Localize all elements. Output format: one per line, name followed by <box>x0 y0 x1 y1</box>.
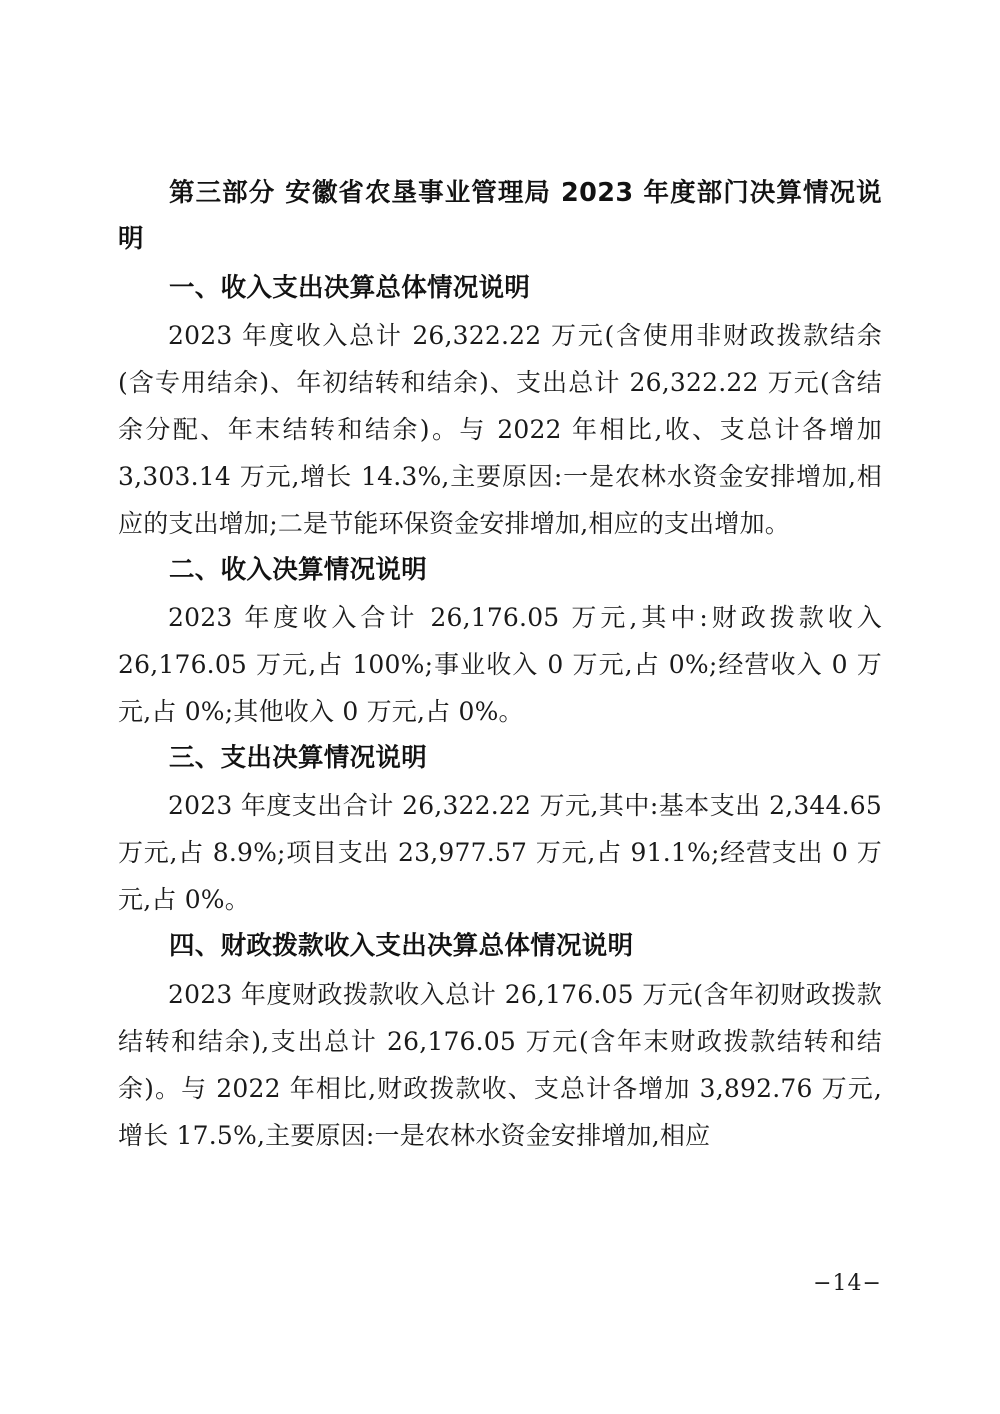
section-paragraph-3-1: 2023 年度支出合计 26,322.22 万元,其中:基本支出 2,344.65 万元,占 8.9%;项目支出 23,977.57 万元,占 91.1%;经营支出 0 万元,占 0%。 <box>118 791 882 915</box>
section-heading-2: 二、收入决算情况说明 <box>169 554 428 585</box>
section-heading-4: 四、财政拨款收入支出决算总体情况说明 <box>169 931 634 962</box>
page-title: 第三部分 安徽省农垦事业管理局 2023 年度部门决算情况说明 <box>118 178 882 255</box>
page-number: −14− <box>813 1271 882 1296</box>
section-heading-3: 三、支出决算情况说明 <box>169 743 428 774</box>
section-paragraph-2-1: 2023 年度收入合计 26,176.05 万元,其中:财政拨款收入 26,176.05 万元,占 100%;事业收入 0 万元,占 0%;经营收入 0 万元,占 0%;其他收入 0 万元,占 0%。 <box>118 603 882 727</box>
section-heading-1: 一、收入支出决算总体情况说明 <box>169 272 531 303</box>
document-body <box>118 170 882 1159</box>
section-paragraph-1-1: 2023 年度收入总计 26,322.22 万元(含使用非财政拨款结余(含专用结余)、年初结转和结余)、支出总计 26,322.22 万元(含结余分配、年末结转和结余)。与 2022 年相比,收、支总计各增加 3,303.14 万元,增长 14.3%,主要原因:一是农林水资金安排增加,相应的支出增加;二是节能环保资金安排增加,相应的支出增加。 <box>118 320 882 538</box>
section-paragraph-4-1: 2023 年度财政拨款收入总计 26,176.05 万元(含年初财政拨款结转和结余),支出总计 26,176.05 万元(含年末财政拨款结转和结余)。与 2022 年相比,财政拨款收、支总计各增加 3,892.76 万元,增长 17.5%,主要原因:一是农林水资金安排增加,相应 <box>118 979 882 1150</box>
